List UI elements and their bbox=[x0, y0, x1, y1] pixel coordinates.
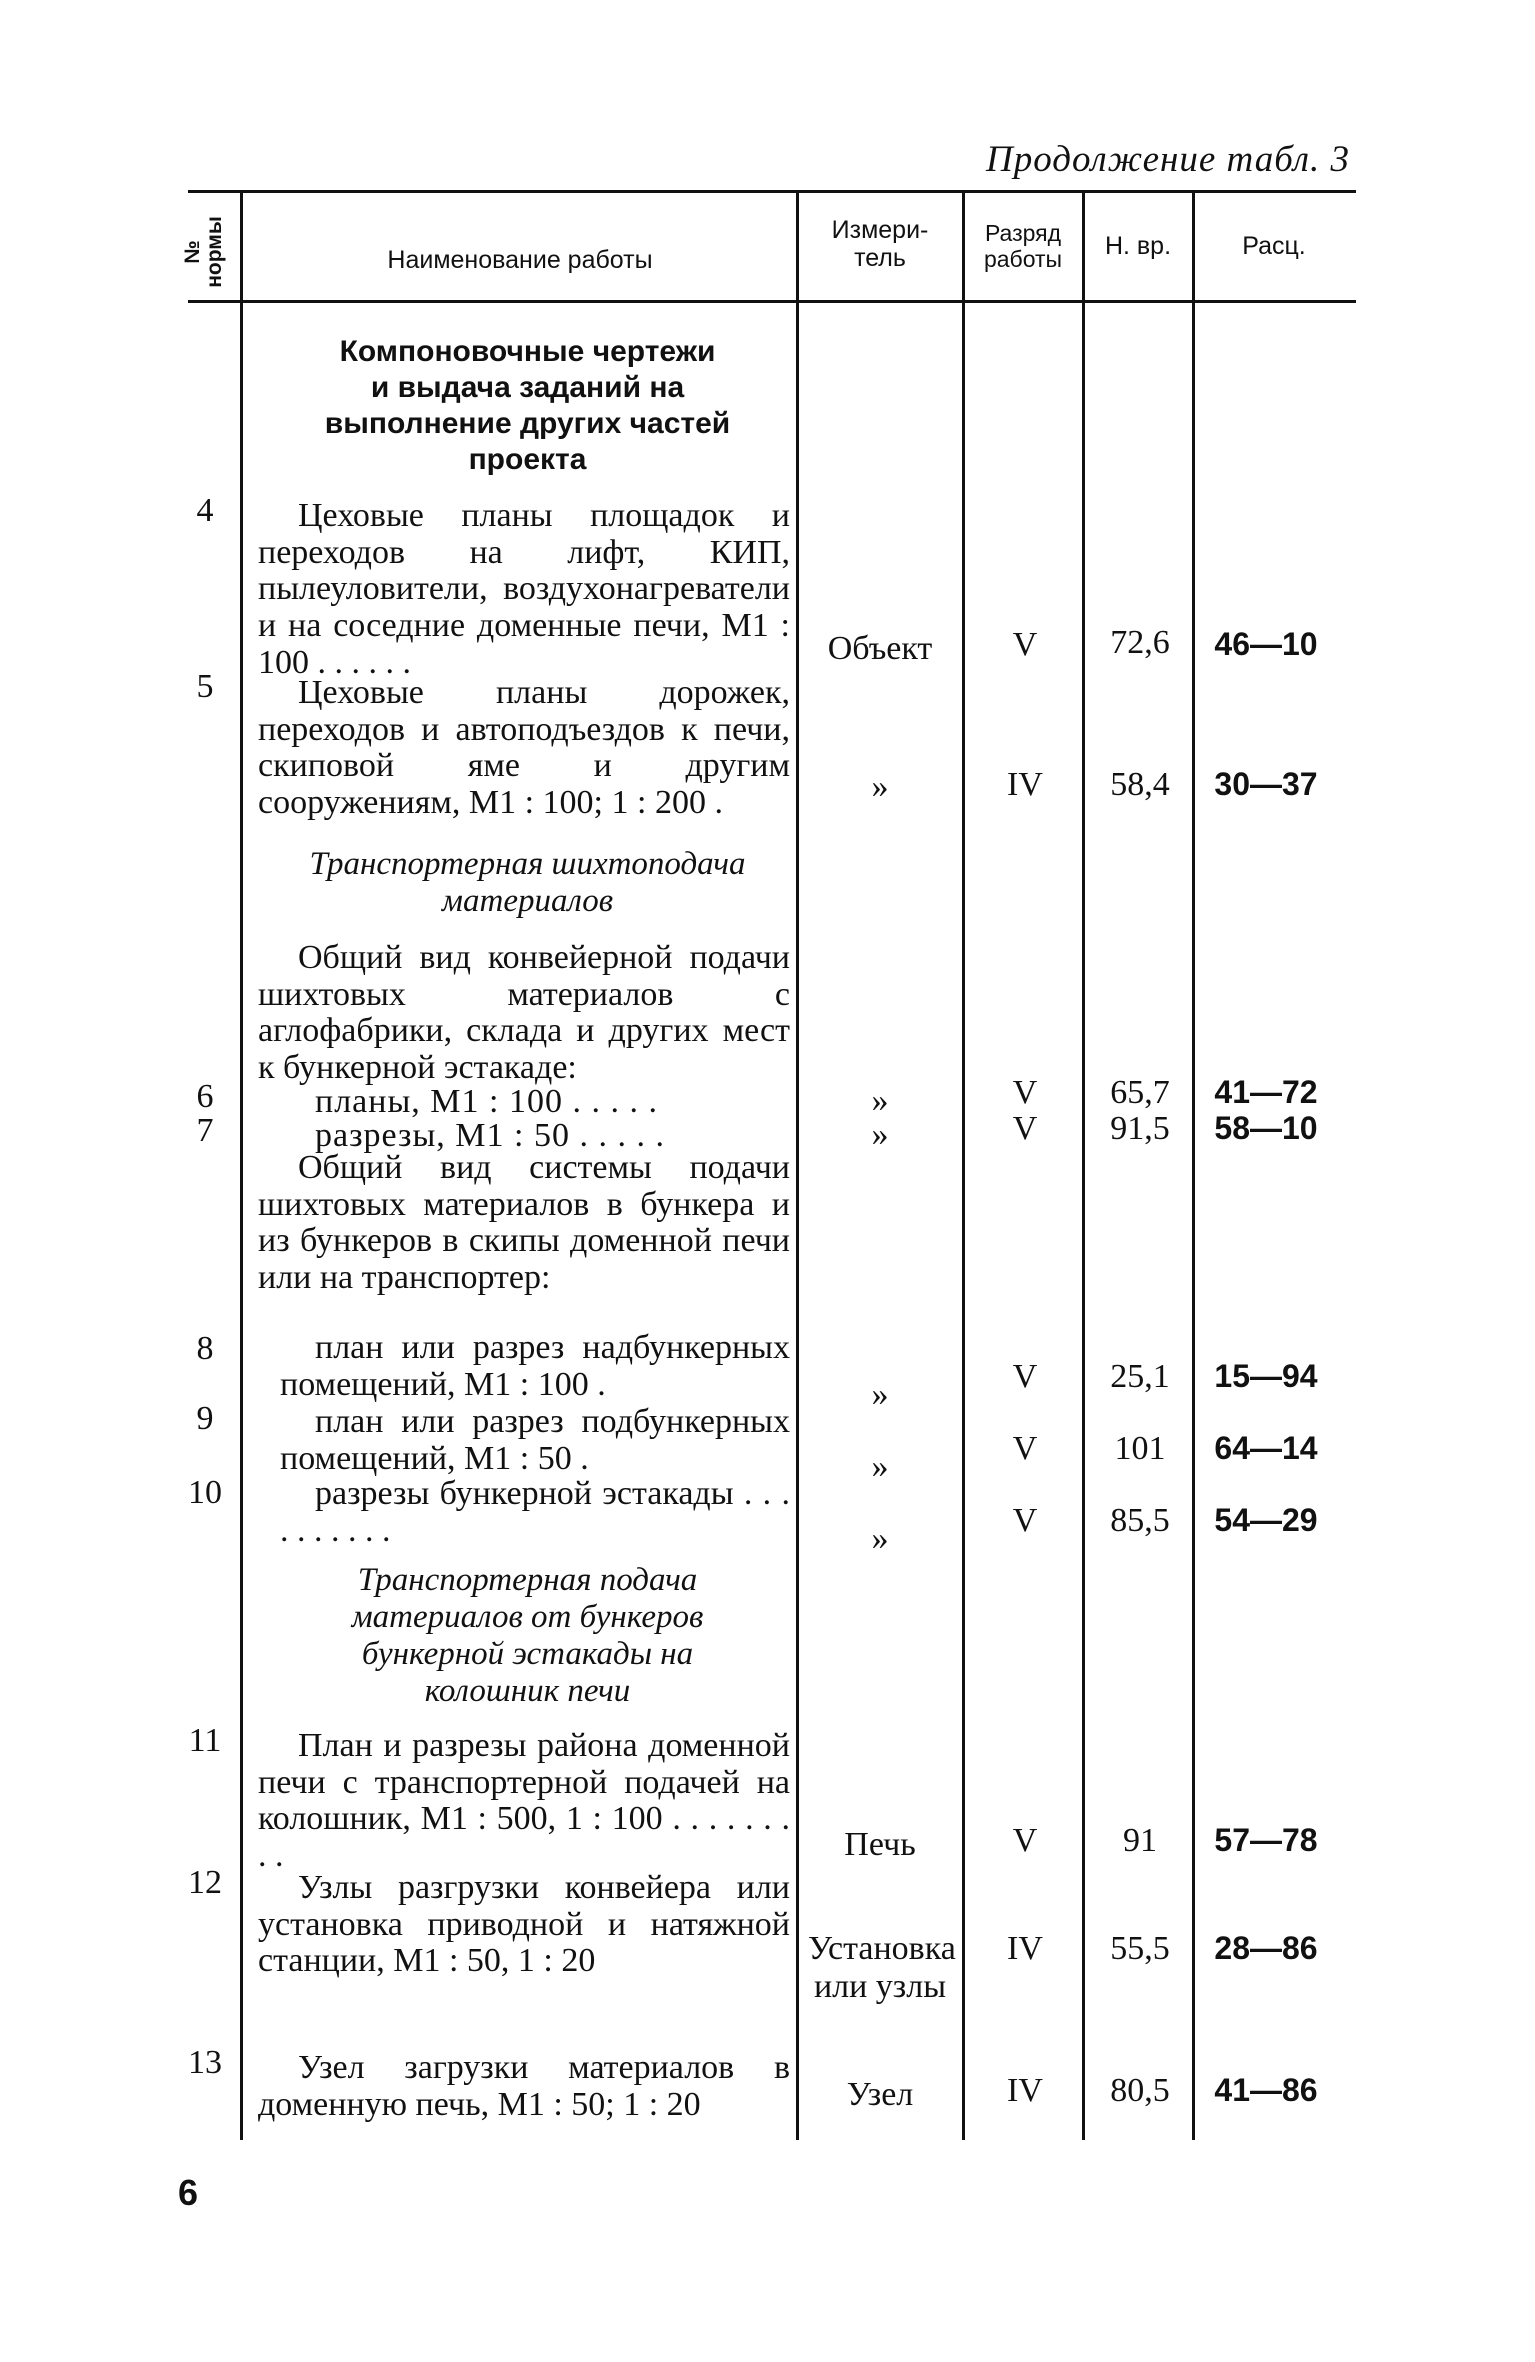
section-title-conveyor-charge-feed: Транспортерная шихтоподача материалов bbox=[309, 846, 746, 919]
row-hours: 85,5 bbox=[1110, 1502, 1170, 1539]
row-category: V bbox=[1012, 1502, 1038, 1539]
row-description: разрезы, М1 : 50 . . . . . bbox=[315, 1117, 665, 1154]
row-rate: 28—86 bbox=[1214, 1930, 1318, 1966]
row-category: V bbox=[1012, 1430, 1038, 1467]
row-rate: 30—37 bbox=[1214, 766, 1318, 802]
row-hours: 65,7 bbox=[1110, 1074, 1170, 1111]
header-norm-number: № нормы bbox=[181, 216, 226, 288]
row-meter: » bbox=[871, 1116, 889, 1153]
row-description: Узлы разгрузки конвейера или установка приводной и натяжной станции, М1 : 50, 1 : 20 bbox=[258, 1869, 790, 1980]
row-category: V bbox=[1012, 626, 1038, 663]
row-hours: 72,6 bbox=[1110, 624, 1170, 661]
row-hours: 91,5 bbox=[1110, 1110, 1170, 1147]
row-description: План и разрезы района доменной печи с транспортерной подачей на колошник, М1 : 500, 1 : 100 . . . . . . . . . bbox=[258, 1727, 790, 1875]
group-intro: Общий вид конвейерной подачи шихтовых материалов с аглофабрики, склада и других мест к бункерной эстакаде: bbox=[258, 939, 790, 1087]
row-hours: 58,4 bbox=[1110, 766, 1170, 803]
continuation-caption: Продолжение табл. 3 bbox=[986, 139, 1351, 180]
page-number: 6 bbox=[178, 2172, 199, 2213]
header-meter: Измери- тель bbox=[831, 216, 929, 272]
row-hours: 91 bbox=[1123, 1822, 1157, 1859]
row-number: 7 bbox=[196, 1112, 214, 1149]
header-rate: Расц. bbox=[1242, 232, 1306, 260]
column-rule-category bbox=[962, 190, 965, 2140]
row-meter: » bbox=[871, 1376, 889, 1413]
row-number: 13 bbox=[188, 2044, 222, 2081]
section-title-conveyor-to-throat: Транспортерная подача материалов от бункеров бункерной эстакады на колошник печи bbox=[351, 1562, 704, 1709]
row-rate: 46—10 bbox=[1214, 626, 1318, 662]
row-rate: 15—94 bbox=[1214, 1358, 1318, 1394]
row-meter: » bbox=[871, 1520, 889, 1557]
row-rate: 41—72 bbox=[1214, 1074, 1318, 1110]
row-category: IV bbox=[1007, 2072, 1043, 2109]
column-rule-name bbox=[240, 190, 243, 2140]
column-rule-meter bbox=[796, 190, 799, 2140]
header-category: Разряд работы bbox=[983, 220, 1063, 272]
row-number: 10 bbox=[188, 1474, 222, 1511]
row-description: план или разрез надбункерных помещений, М1 : 100 . bbox=[280, 1329, 790, 1403]
row-description: разрезы бункерной эстакады . . . . . . . . . . bbox=[280, 1475, 790, 1549]
row-meter: » bbox=[871, 1082, 889, 1119]
row-meter: Объект bbox=[827, 630, 933, 667]
section-title-layout-drawings: Компоновочные чертежи и выдача заданий на выполнение других частей проекта bbox=[324, 335, 731, 476]
row-meter: Установка или узлы bbox=[808, 1930, 956, 2005]
row-number: 8 bbox=[196, 1330, 214, 1367]
row-number: 9 bbox=[196, 1400, 214, 1437]
row-category: IV bbox=[1007, 766, 1043, 803]
table-top-rule bbox=[188, 190, 1356, 193]
row-description: Узел загрузки материалов в доменную печь, М1 : 50; 1 : 20 bbox=[258, 2049, 790, 2123]
row-number: 5 bbox=[196, 668, 214, 705]
row-category: V bbox=[1012, 1074, 1038, 1111]
row-rate: 54—29 bbox=[1214, 1502, 1318, 1538]
row-rate: 41—86 bbox=[1214, 2072, 1318, 2108]
row-category: IV bbox=[1007, 1930, 1043, 1967]
row-description: планы, М1 : 100 . . . . . bbox=[315, 1083, 658, 1120]
row-rate: 57—78 bbox=[1214, 1822, 1318, 1858]
row-number: 12 bbox=[188, 1864, 222, 1901]
group-intro: Общий вид системы подачи шихтовых материалов в бункера и из бункеров в скипы доменной печи или на транспортер: bbox=[258, 1149, 790, 1297]
row-category: V bbox=[1012, 1358, 1038, 1395]
row-meter: Печь bbox=[844, 1826, 916, 1863]
row-meter: » bbox=[871, 768, 889, 805]
row-description: Цеховые планы площадок и переходов на лифт, КИП, пылеуловители, воздухонагреватели и на соседние доменные печи, М1 : 100 . . . . . . bbox=[258, 497, 790, 681]
row-description: Цеховые планы дорожек, переходов и автоподъездов к печи, скиповой яме и другим сооружениям, М1 : 100; 1 : 200 . bbox=[258, 674, 790, 822]
row-category: V bbox=[1012, 1822, 1038, 1859]
row-hours: 80,5 bbox=[1110, 2072, 1170, 2109]
header-work-name: Наименование работы bbox=[387, 246, 653, 274]
row-hours: 25,1 bbox=[1110, 1358, 1170, 1395]
row-number: 4 bbox=[196, 492, 214, 529]
row-category: V bbox=[1012, 1110, 1038, 1147]
row-hours: 55,5 bbox=[1110, 1930, 1170, 1967]
header-hours: Н. вр. bbox=[1104, 232, 1172, 260]
row-hours: 101 bbox=[1114, 1430, 1166, 1467]
row-rate: 64—14 bbox=[1214, 1430, 1318, 1466]
row-rate: 58—10 bbox=[1214, 1110, 1318, 1146]
row-meter: » bbox=[871, 1448, 889, 1485]
row-description: план или разрез подбункерных помещений, М1 : 50 . bbox=[280, 1403, 790, 1477]
header-bottom-rule bbox=[188, 300, 1356, 303]
row-number: 6 bbox=[196, 1078, 214, 1115]
row-meter: Узел bbox=[846, 2076, 914, 2113]
row-number: 11 bbox=[188, 1722, 222, 1759]
